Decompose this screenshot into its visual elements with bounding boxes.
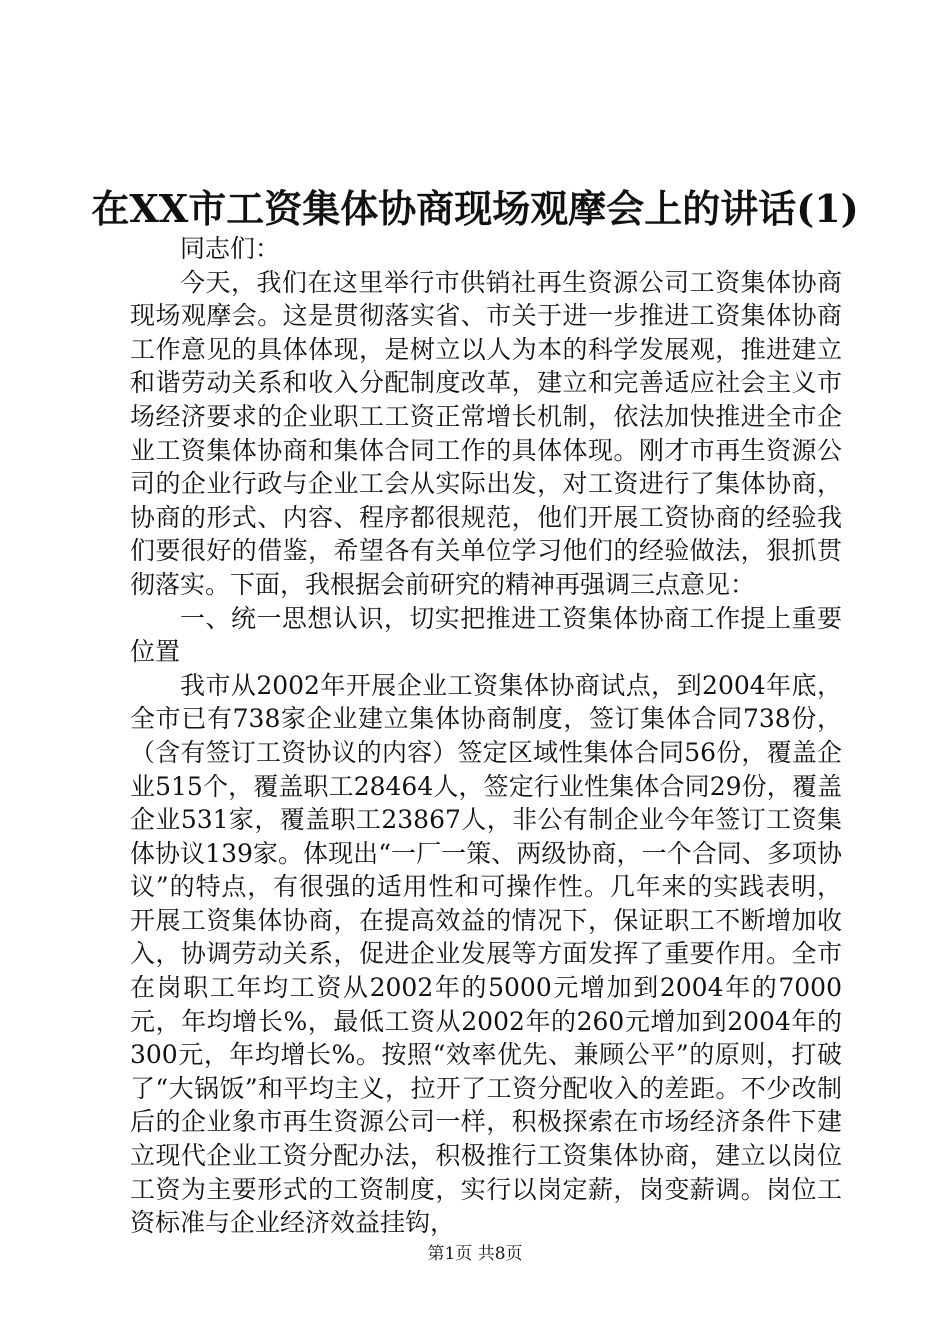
salutation: 同志们： — [180, 234, 281, 263]
document-body — [130, 232, 842, 1240]
section-heading-1: 一、统一思想认识，切实把推进工资集体协商工作提上重要位置 — [130, 603, 842, 667]
page-footer: 第1页 共8页 — [427, 1244, 523, 1264]
paragraph-achievements: 我市从2002年开展企业工资集体协商试点，到2004年底，全市已有738家企业建立集体协商制度，签订集体合同738份，（含有签订工资协议的内容）签定区域性集体合同56份，覆盖企业515个，覆盖职工28464人，签定行业性集体合同29份，覆盖企业531家，覆盖职工23867人，非公有制企业今年签订工资集体协议139家。体现出“一厂一策、两级协商，一个合同、多项协议”的特点，有很强的适用性和可操作性。几年来的实践表明，开展工资集体协商，在提高效益的情况下，保证职工不断增加收入，协调劳动关系，促进企业发展等方面发挥了重要作用。全市在岗职工年均工资从2002年的5000元增加到2004年的7000元，年均增长%，最低工资从2002年的260元增加到2004年的300元，年均增长%。按照“效率优先、兼顾公平”的原则，打破了“大锅饭”和平均主义，拉开了工资分配收入的差距。不少改制后的企业象市再生资源公司一样，积极探索在市场经济条件下建立现代企业工资分配办法，积极推行工资集体协商，建立以岗位工资为主要形式的工资制度，实行以岗定薪，岗变薪调。岗位工资标准与企业经济效益挂钩， — [130, 670, 842, 1238]
document-title: 在XX市工资集体协商现场观摩会上的讲话(1) — [91, 186, 859, 231]
paragraph-intro: 今天，我们在这里举行市供销社再生资源公司工资集体协商现场观摩会。这是贯彻落实省、市关于进一步推进工资集体协商工作意见的具体体现，是树立以人为本的科学发展观，推进建立和谐劳动关系和收入分配制度改革，建立和完善适应社会主义市场经济要求的企业职工工资正常增长机制，依法加快推进全市企业工资集体协商和集体合同工作的具体体现。刚才市再生资源公司的企业行政与企业工会从实际出发，对工资进行了集体协商，协商的形式、内容、程序都很规范，他们开展工资协商的经验我们要很好的借鉴，希望各有关单位学习他们的经验做法，狠抓贯彻落实。下面，我根据会前研究的精神再强调三点意见： — [130, 267, 842, 599]
